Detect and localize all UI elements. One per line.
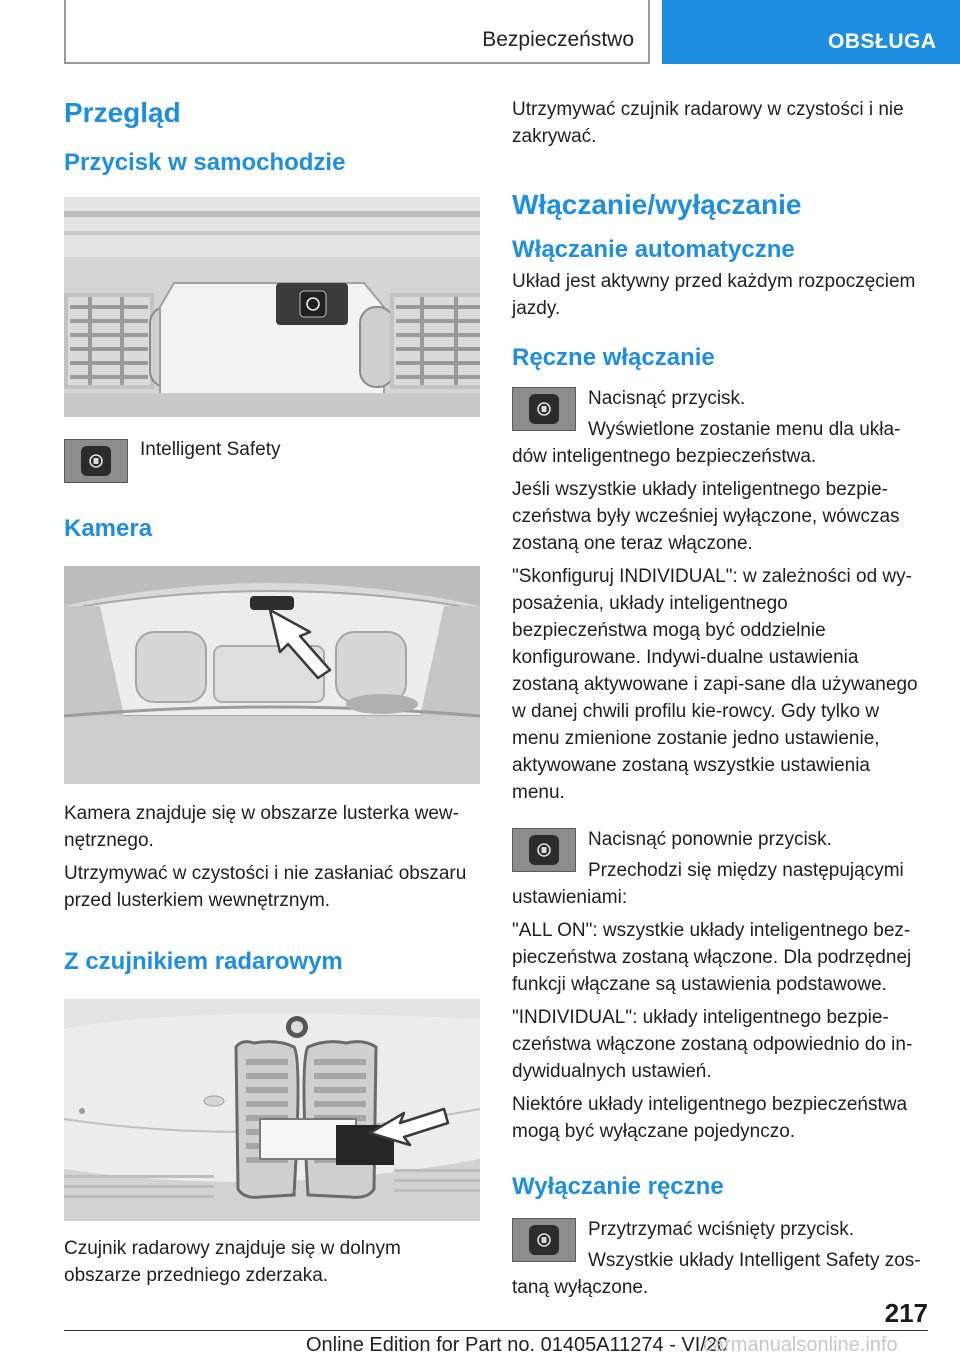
if-off-text: Jeśli wszystkie układy inteligentnego bezpie-czeństwa były wcześniej wyłączone, wówczas zostaną one teraz włączone. bbox=[512, 479, 900, 555]
some-systems-text: Niektóre układy inteligentnego bezpieczeństwa mogą być wyłączane pojedynczo. bbox=[512, 1094, 908, 1143]
page-number: 217 bbox=[884, 1298, 928, 1328]
manual-off-block bbox=[512, 1216, 928, 1301]
intelligent-safety-button-icon bbox=[64, 439, 128, 483]
camera-location-image bbox=[64, 566, 480, 784]
dashboard-button-image bbox=[64, 197, 480, 417]
heading-auto-on: Włączanie automatyczne bbox=[512, 235, 795, 263]
left-column bbox=[64, 96, 480, 1289]
heading-manual-on: Ręczne włączanie bbox=[512, 344, 715, 372]
step-hold-button: Przytrzymać wciśnięty przycisk. bbox=[588, 1218, 855, 1240]
heading-manual-off: Wyłączanie ręczne bbox=[512, 1173, 724, 1201]
all-on-text: "ALL ON": wszystkie układy inteligentnego bez-pieczeństwa zostaną włączone. Dla podrzędnej funkcji włączane są ustawienia podstawowe. bbox=[512, 920, 912, 996]
heading-on-off: Włączanie/wyłączanie bbox=[512, 189, 802, 220]
button-caption: Intelligent Safety bbox=[140, 439, 281, 461]
footer-edition: Online Edition for Part no. 01405A11274 - VI/20 bbox=[306, 1334, 729, 1356]
auto-on-text: Układ jest aktywny przed każdym rozpoczęciem jazdy. bbox=[512, 271, 916, 320]
manual-on-block bbox=[512, 385, 928, 470]
header-section-title: Bezpieczeństwo bbox=[482, 28, 634, 51]
footer-divider bbox=[64, 1330, 928, 1331]
footer-watermark: carmanualsonline.info bbox=[703, 1334, 898, 1356]
press-again-block bbox=[512, 826, 928, 911]
intelligent-safety-button-icon bbox=[512, 387, 576, 431]
all-off-text: Wszystkie układy Intelligent Safety zos-taną wyłączone. bbox=[512, 1249, 921, 1298]
camera-text-1: Kamera znajduje się w obszarze lusterka wew-nętrznego. bbox=[64, 803, 459, 852]
individual-text: "INDIVIDUAL": układy inteligentnego bezpie-czeństwa włączone zostaną odpowiednio do in-dywidualnych ustawień. bbox=[512, 1007, 913, 1083]
radar-sensor-image bbox=[64, 999, 480, 1221]
radar-clean-text: Utrzymywać czujnik radarowy w czystości i nie zakrywać. bbox=[512, 99, 904, 147]
step-press-button: Nacisnąć przycisk. bbox=[588, 388, 746, 410]
heading-button-in-car: Przycisk w samochodzie bbox=[64, 148, 346, 176]
configure-individual-text: "Skonfiguruj INDIVIDUAL": w zależności od wy-posażenia, układy inteligentnego bezpieczeństwa mogą być oddzielnie konfigurowane. Indywi-dualne ustawienia zostaną aktywowane i zapi-sane dla używanego w danej chwili profilu kie-rowcy. Gdy tylko w menu zmienione zostanie jedno ustawienie, aktywowane zostaną wszystkie ustawienia menu. bbox=[512, 566, 918, 804]
intelligent-safety-button-icon bbox=[512, 1218, 576, 1262]
menu-shown-text: Wyświetlone zostanie menu dla ukła-dów inteligentnego bezpieczeństwa. bbox=[512, 419, 901, 468]
radar-text-1: Czujnik radarowy znajduje się w dolnym obszarze przedniego zderzaka. bbox=[64, 1237, 401, 1286]
step-press-again: Nacisnąć ponownie przycisk. bbox=[588, 829, 832, 851]
header-frame bbox=[64, 0, 650, 64]
intelligent-safety-button-icon bbox=[512, 828, 576, 872]
button-legend-row bbox=[64, 439, 480, 483]
heading-radar: Z czujnikiem radarowym bbox=[64, 948, 343, 976]
header-tab[interactable]: OBSŁUGA bbox=[662, 0, 960, 64]
page-title: Przegląd bbox=[64, 97, 181, 128]
camera-text-2: Utrzymywać w czystości i nie zasłaniać obszaru przed lusterkiem wewnętrznym. bbox=[64, 863, 467, 912]
right-column bbox=[512, 96, 928, 1301]
switch-settings-text: Przechodzi się między następującymi ustawieniami: bbox=[512, 860, 904, 909]
heading-camera: Kamera bbox=[64, 515, 153, 543]
